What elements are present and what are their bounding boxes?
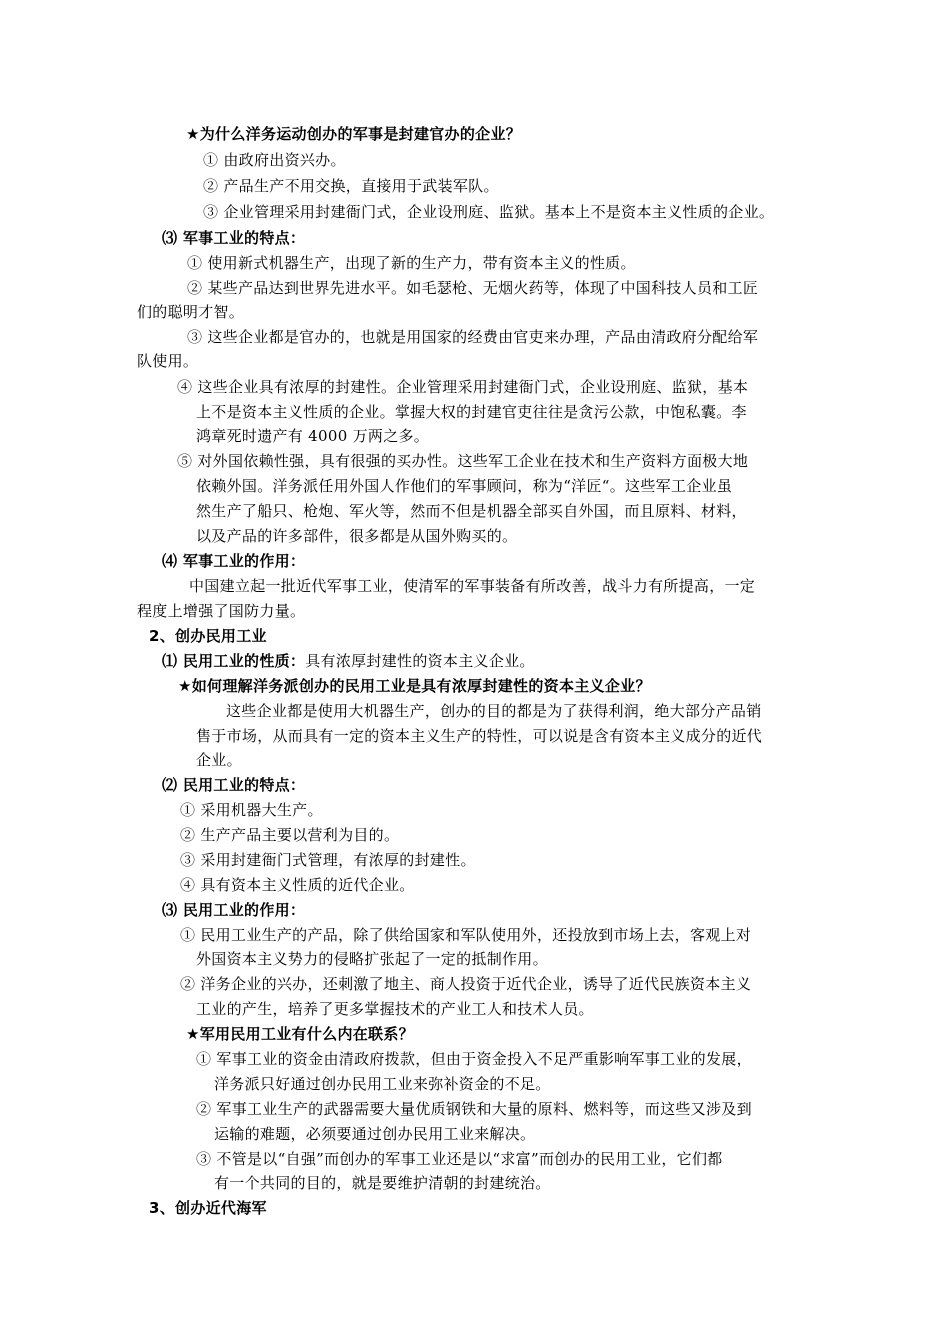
section-heading: 3、创办近代海军: [149, 1199, 267, 1217]
subsection-heading: ⑷ 军事工业的作用：: [162, 552, 306, 570]
list-item: ③ 采用封建衙门式管理，有浓厚的封建性。: [180, 851, 476, 869]
subsection-heading: ⑶ 军事工业的特点：: [162, 229, 306, 247]
subsection-label: ⑴ 民用工业的性质：: [162, 652, 306, 670]
list-item: ④ 具有资本主义性质的近代企业。: [180, 876, 415, 894]
list-item-continuation: 洋务派只好通过创办民用工业来弥补资金的不足。: [214, 1075, 551, 1093]
section-heading: 2、创办民用工业: [149, 627, 267, 645]
list-item-continuation: 有一个共同的目的，就是要维护清朝的封建统治。: [214, 1174, 551, 1192]
list-item: ③ 不管是以“自强”而创办的军事工业还是以“求富”而创办的民用工业，它们都: [196, 1150, 723, 1168]
list-item-continuation: 然生产了船只、枪炮、军火等，然而不但是机器全部买自外国，而且原料、材料，: [196, 502, 747, 520]
list-item: ② 军事工业生产的武器需要大量优质钢铁和大量的原料、燃料等，而这些又涉及到: [196, 1100, 752, 1118]
list-item: ② 生产产品主要以营利为目的。: [180, 826, 400, 844]
list-item-continuation: 外国资本主义势力的侵略扩张起了一定的抵制作用。: [196, 950, 548, 968]
list-item-continuation: 队使用。: [137, 352, 199, 370]
list-item: ① 使用新式机器生产，出现了新的生产力，带有资本主义的性质。: [187, 254, 636, 272]
paragraph-line: 中国建立起一批近代军事工业，使清军的军事装备有所改善，战斗力有所提高，一定: [189, 577, 756, 595]
paragraph-line: 企业。: [196, 751, 242, 769]
list-item: ③ 这些企业都是官办的，也就是用国家的经费由官吏来办理，产品由清政府分配给军: [187, 328, 759, 346]
paragraph-line: 售于市场，从而具有一定的资本主义生产的特性，可以说是含有资本主义成分的近代: [196, 727, 763, 745]
list-item: ① 民用工业生产的产品，除了供给国家和军队使用外，还投放到市场上去，客观上对: [180, 926, 752, 944]
list-item: ⑤ 对外国依赖性强，具有很强的买办性。这些军工企业在技术和生产资料方面极大地: [177, 452, 749, 470]
list-item: ① 军事工业的资金由清政府拨款，但由于资金投入不足严重影响军事工业的发展，: [196, 1050, 752, 1068]
list-item-continuation: 们的聪明才智。: [137, 303, 245, 321]
paragraph-line: 程度上增强了国防力量。: [137, 602, 306, 620]
list-item: ② 洋务企业的兴办，还刺激了地主、商人投资于近代企业，诱导了近代民族资本主义: [180, 975, 752, 993]
list-item: ② 某些产品达到世界先进水平。如毛瑟枪、无烟火药等，体现了中国科技人员和工匠: [187, 279, 759, 297]
list-item: ① 由政府出资兴办。: [203, 151, 346, 169]
subsection-text: 具有浓厚封建性的资本主义企业。: [305, 652, 535, 670]
list-item: ③ 企业管理采用封建衙门式，企业设刑庭、监狱。基本上不是资本主义性质的企业。: [203, 203, 775, 221]
list-item-continuation: 以及产品的许多部件，很多都是从国外购买的。: [196, 527, 518, 545]
question-heading: ★军用民用工业有什么内在联系？: [186, 1025, 414, 1043]
paragraph-line: 这些企业都是使用大机器生产，创办的目的都是为了获得利润，绝大部分产品销: [226, 702, 762, 720]
list-item: ① 采用机器大生产。: [180, 801, 323, 819]
list-item-continuation: 鸿章死时遗产有 4000 万两之多。: [196, 427, 430, 445]
list-item-continuation: 运输的难题，必须要通过创办民用工业来解决。: [214, 1125, 536, 1143]
subsection-heading: ⑵ 民用工业的特点：: [162, 776, 306, 794]
list-item: ④ 这些企业具有浓厚的封建性。企业管理采用封建衙门式，企业设刑庭、监狱，基本: [177, 378, 749, 396]
list-item-continuation: 工业的产生，培养了更多掌握技术的产业工人和技术人员。: [196, 1000, 594, 1018]
subsection-heading: ⑶ 民用工业的作用：: [162, 901, 306, 919]
question-heading: ★为什么洋务运动创办的军事是封建官办的企业？: [186, 125, 522, 143]
list-item: ② 产品生产不用交换，直接用于武装军队。: [203, 177, 499, 195]
question-heading: ★如何理解洋务派创办的民用工业是具有浓厚封建性的资本主义企业？: [178, 677, 651, 695]
list-item-continuation: 依赖外国。洋务派任用外国人作他们的军事顾问，称为“洋匠“。这些军工企业虽: [196, 477, 733, 495]
list-item-continuation: 上不是资本主义性质的企业。掌握大权的封建官吏往往是贪污公款，中饱私囊。李: [196, 403, 747, 421]
subsection-heading-with-text: [162, 651, 535, 671]
